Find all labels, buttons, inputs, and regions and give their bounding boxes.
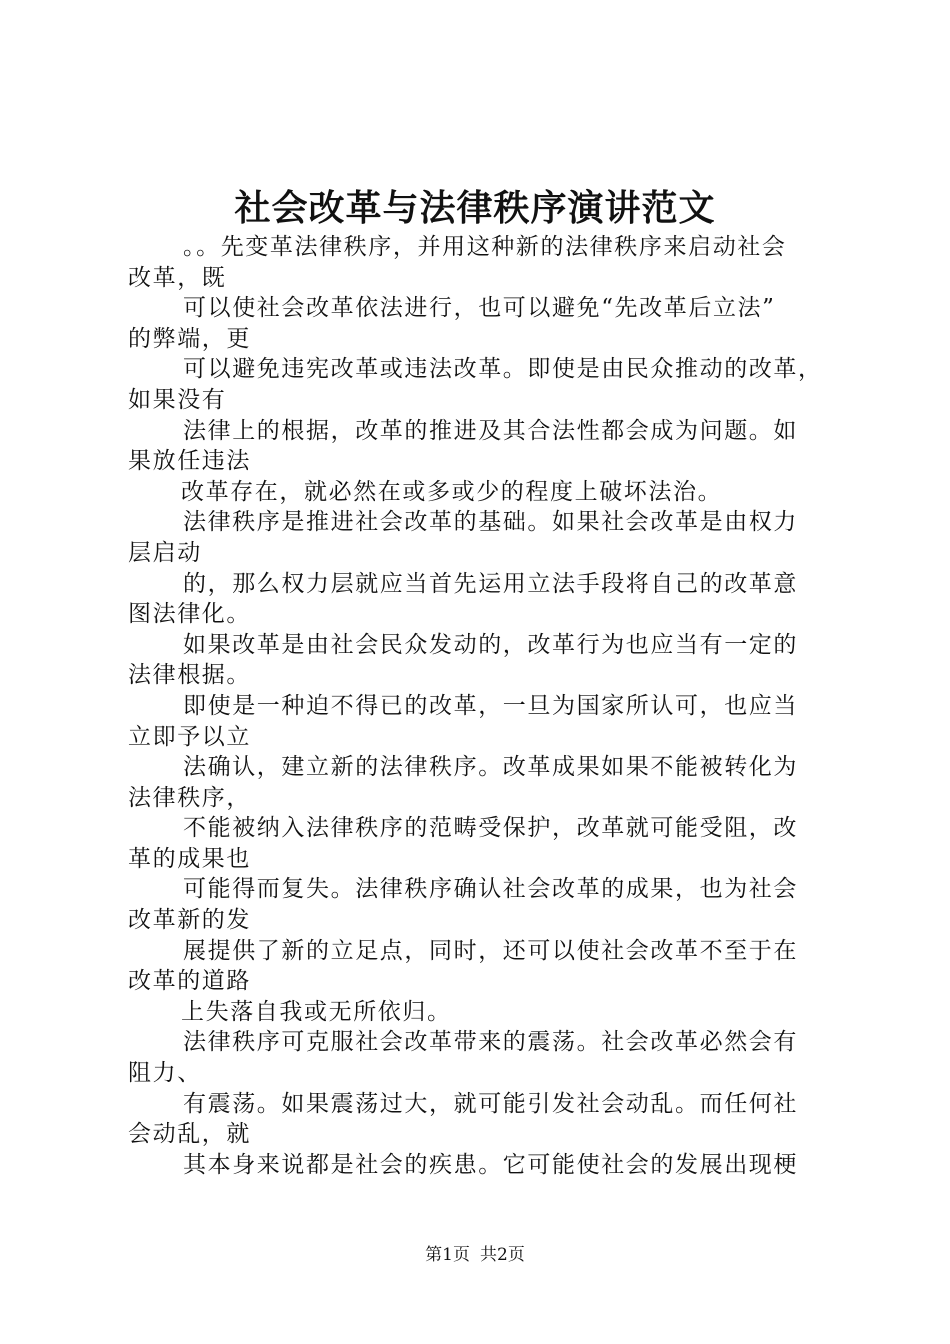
body-text-line: 其本身来说都是社会的疾患。它可能使社会的发展出现梗 [183,1151,798,1178]
body-text-line: 的弊端，更 [128,325,251,352]
body-text-line: 图法律化。 [128,601,251,628]
body-text-line: 革的成果也 [128,845,251,872]
body-text-line: 改革，既 [128,264,227,291]
body-text-line: 改革的道路 [128,968,251,995]
body-text-line: 不能被纳入法律秩序的范畴受保护，改革就可能受阻，改 [183,815,798,842]
body-text-line: 如果没有 [128,386,227,413]
body-text-line: 上失落自我或无所依归。 [181,998,452,1025]
body-text-line: 改革存在，就必然在或多或少的程度上破坏法治。 [181,478,723,505]
body-text-line: 会动乱，就 [128,1121,251,1148]
body-text-line: 如果改革是由社会民众发动的，改革行为也应当有一定的 [183,631,798,658]
body-text-line: 立即予以立 [128,723,251,750]
body-text-line: 展提供了新的立足点，同时，还可以使社会改革不至于在 [183,937,798,964]
page-number-total: 共2页 [480,1245,525,1265]
body-text-line: 即使是一种迫不得已的改革，一旦为国家所认可，也应当 [183,692,798,719]
document-body [128,232,838,1180]
page-number-current: 第1页 [425,1245,470,1265]
body-text-line: 可能得而复失。法律秩序确认社会改革的成果，也为社会 [183,876,798,903]
body-text-line: 法律秩序， [128,784,251,811]
body-text-line: 法律秩序是推进社会改革的基础。如果社会改革是由权力 [183,509,798,536]
body-text-line: 阻力、 [128,1060,202,1087]
page-footer [0,1244,950,1266]
body-text-line: 法律秩序可克服社会改革带来的震荡。社会改革必然会有 [183,1029,798,1056]
body-text-line: 法确认，建立新的法律秩序。改革成果如果不能被转化为 [183,754,798,781]
body-text-line: 果放任违法 [128,448,251,475]
body-text-line: 的，那么权力层就应当首先运用立法手段将自己的改革意 [183,570,798,597]
body-text-line: 。。先变革法律秩序，并用这种新的法律秩序来启动社会 [183,234,787,260]
body-text-line: 法律根据。 [128,662,251,689]
document-title: 社会改革与法律秩序演讲范文 [234,187,716,229]
body-text-line: 改革新的发 [128,907,251,934]
body-text-line: 法律上的根据，改革的推进及其合法性都会成为问题。如 [183,417,798,444]
body-text-line: 层启动 [128,539,202,566]
body-text-line: 可以避免违宪改革或违法改革。即使是由民众推动的改革， [183,356,823,383]
body-text-line: 可以使社会改革依法进行，也可以避免“先改革后立法” [183,295,776,322]
body-text-line: 有震荡。如果震荡过大，就可能引发社会动乱。而任何社 [183,1090,798,1117]
